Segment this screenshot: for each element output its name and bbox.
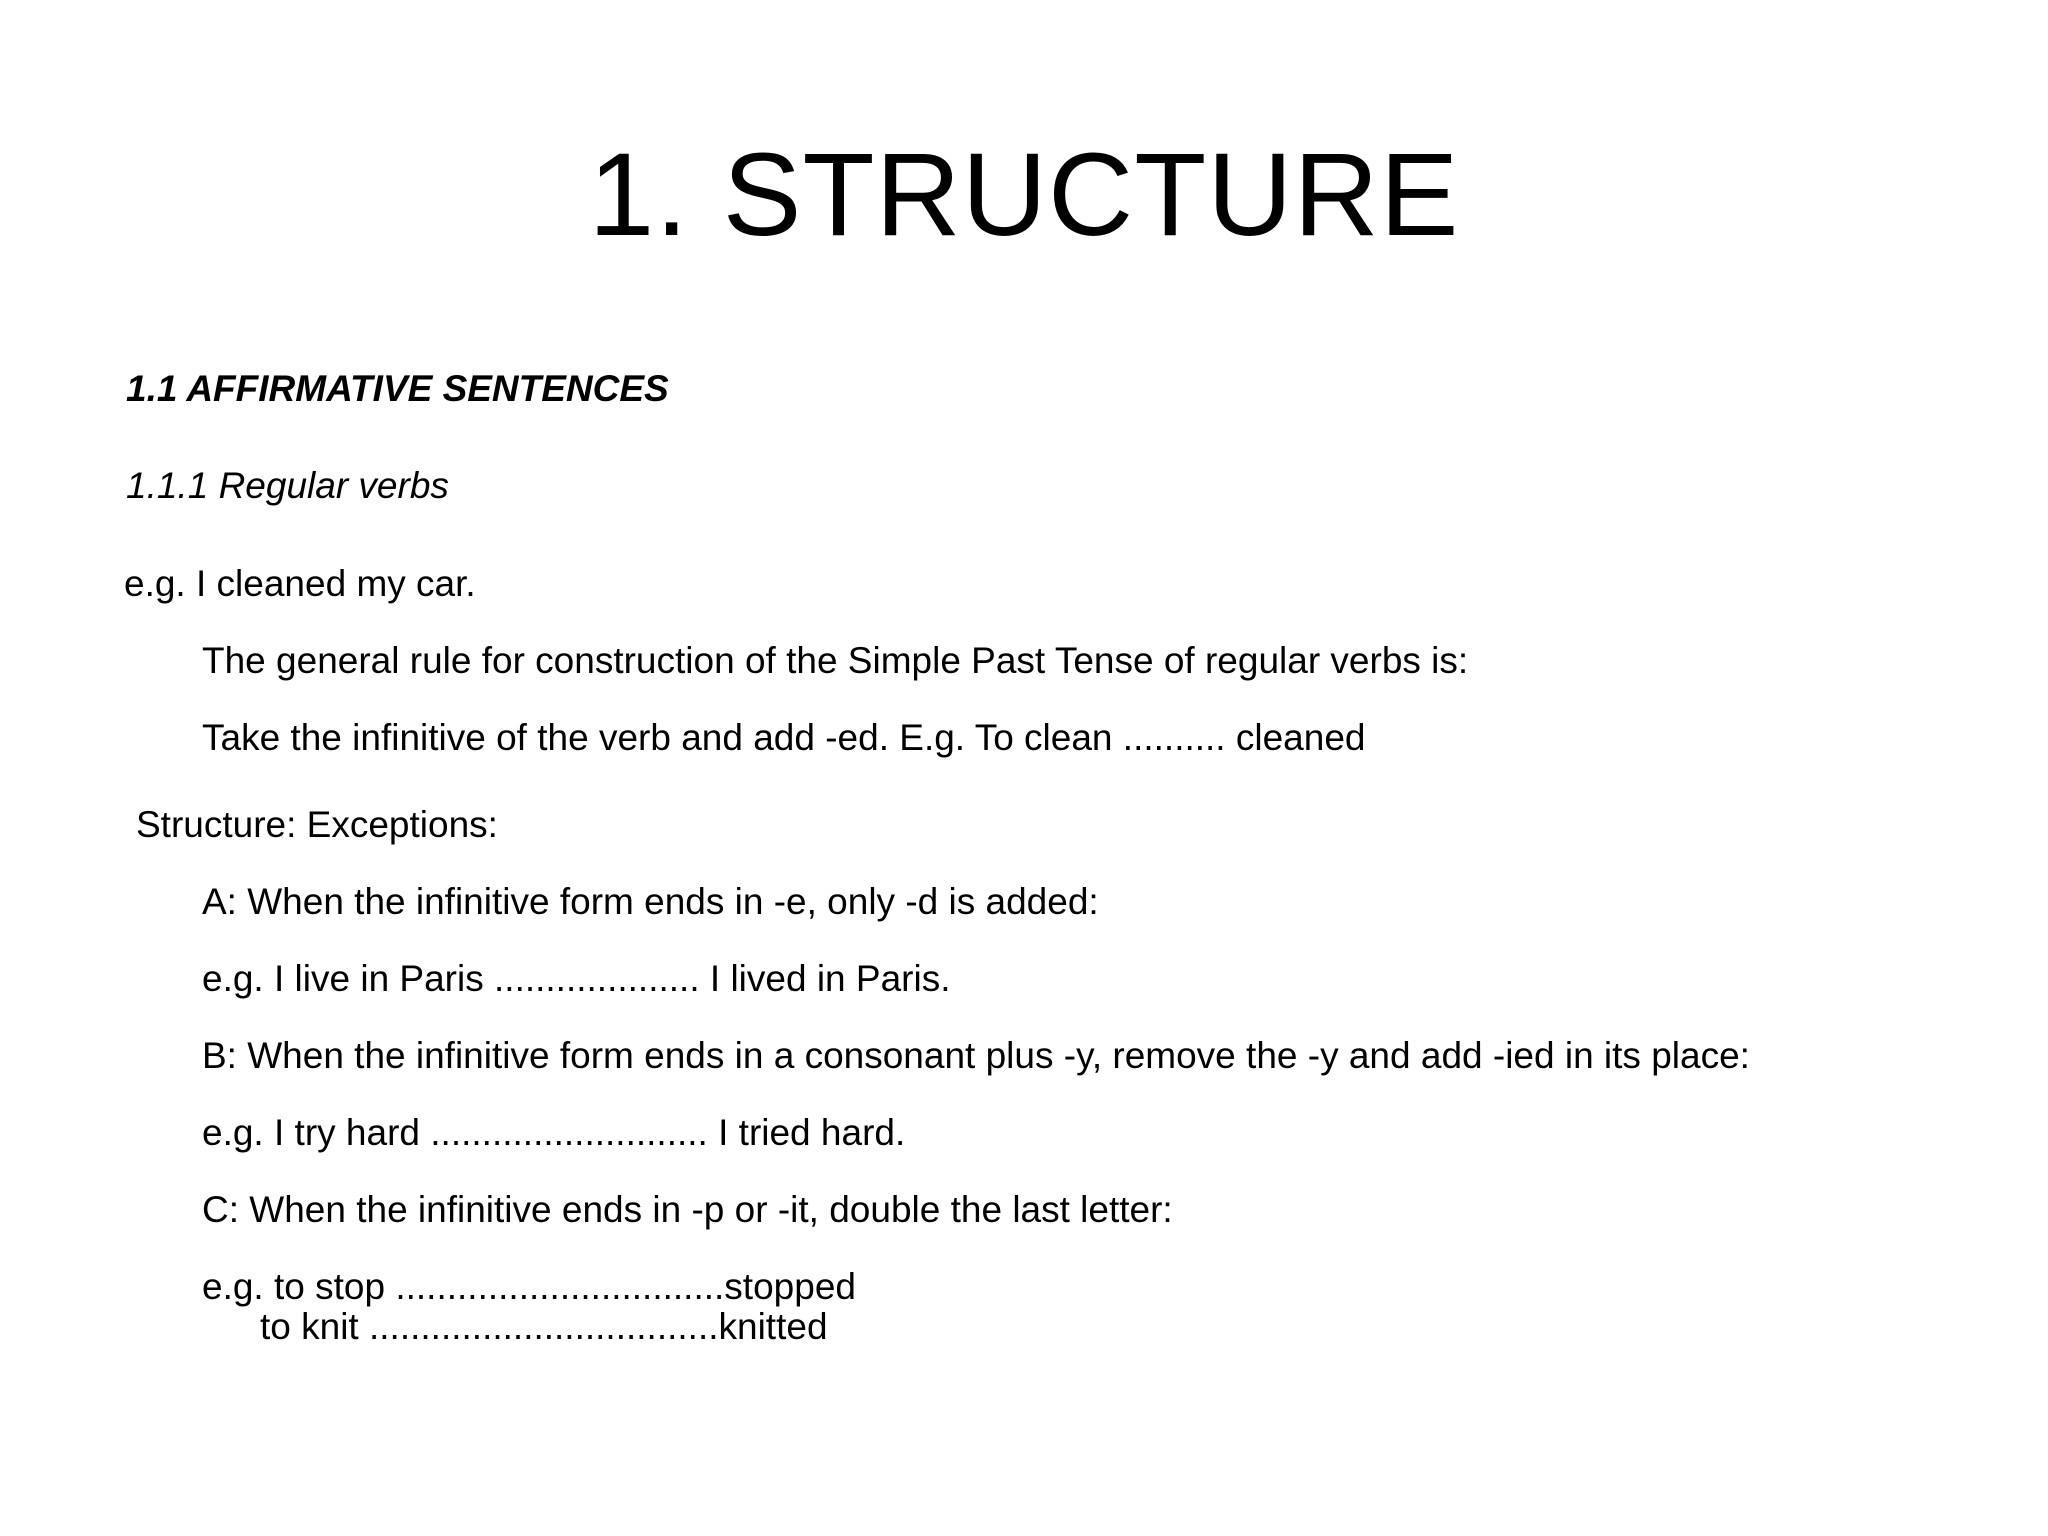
exception-c: C: When the infinitive ends in -p or -it, double the last letter: bbox=[202, 1189, 1173, 1230]
exception-b: B: When the infinitive form ends in a consonant plus -y, remove the -y and add -ied in its place: bbox=[202, 1035, 1750, 1076]
example-intro: e.g. I cleaned my car. bbox=[124, 563, 476, 604]
subsection-heading: 1.1.1 Regular verbs bbox=[126, 465, 449, 506]
exception-a: A: When the infinitive form ends in -e, only -d is added: bbox=[202, 881, 1099, 922]
rule-line-1: The general rule for construction of the Simple Past Tense of regular verbs is: bbox=[202, 640, 1469, 681]
example-b: e.g. I try hard ........................... I tried hard. bbox=[202, 1112, 906, 1153]
example-a: e.g. I live in Paris .................... I lived in Paris. bbox=[202, 958, 951, 999]
rule-line-2: Take the infinitive of the verb and add -ed. E.g. To clean .......... cleaned bbox=[202, 717, 1366, 758]
page-title: 1. STRUCTURE bbox=[588, 129, 1460, 261]
example-c-knit: to knit ..................................knitted bbox=[260, 1306, 828, 1347]
exceptions-label: Structure: Exceptions: bbox=[136, 804, 498, 845]
example-c-stop: e.g. to stop ................................stopped bbox=[202, 1266, 856, 1307]
section-heading: 1.1 AFFIRMATIVE SENTENCES bbox=[126, 368, 669, 409]
